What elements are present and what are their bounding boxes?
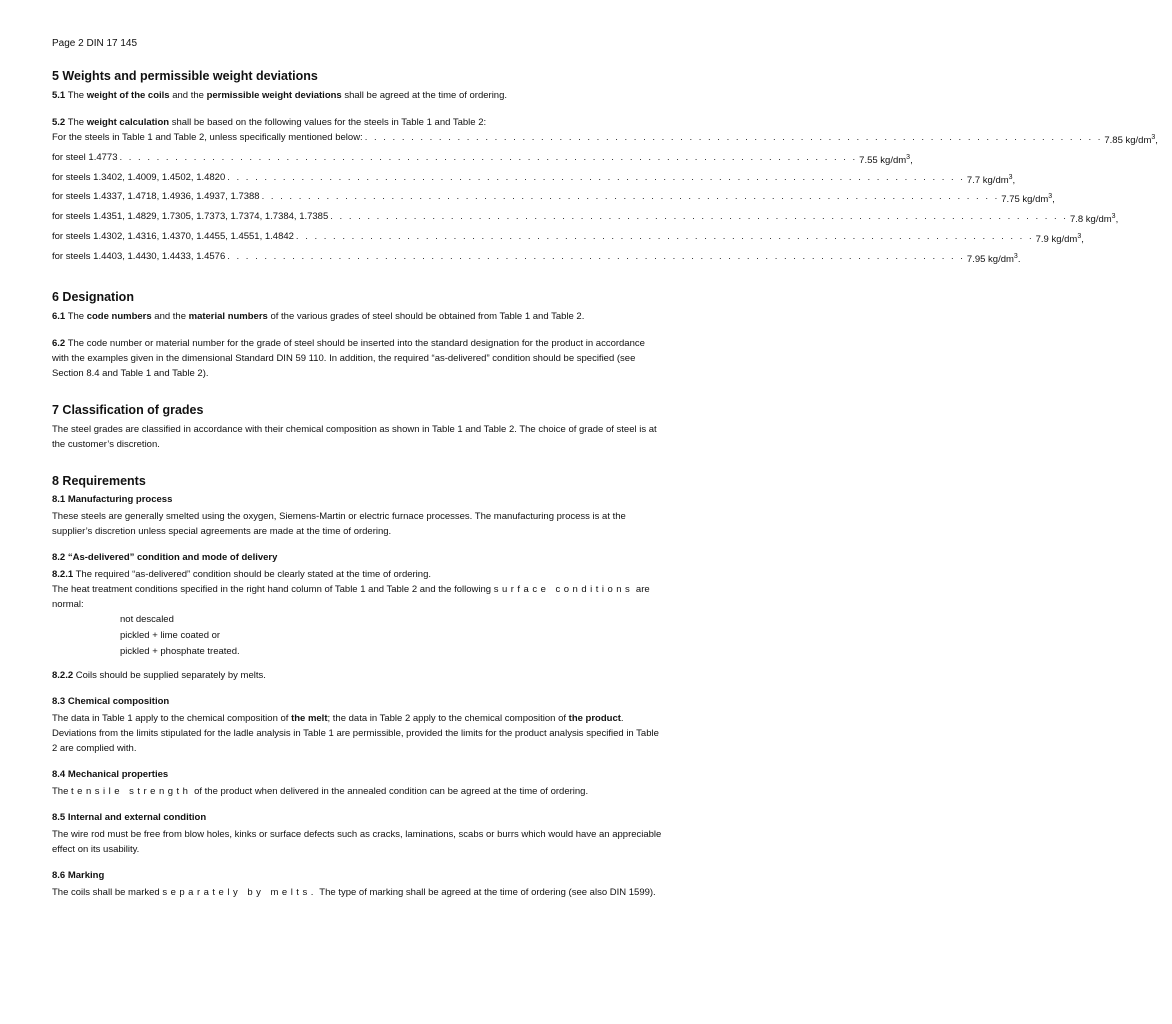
weight-row [52, 249, 1021, 269]
leader-dots: . . . . . . . . . . . . . . . . . . . . . . . . . . . . . . . . . . . . . . . . . . . . . . . . . . . . . . . . . . . . . . . . . . . . . . . . . . . . . . . . [330, 211, 1068, 222]
weight-label: for steels 1.4302, 1.4316, 1.4370, 1.4455, 1.4551, 1.4842 [52, 230, 294, 242]
weight-row [52, 189, 1055, 209]
text: shall be based on the following values for the steels in Table 1 and Table 2: [169, 117, 487, 128]
text: shall be agreed at the time of ordering. [341, 90, 508, 101]
document-page [52, 38, 1158, 900]
weight-value [1001, 189, 1069, 209]
leader-dots: . . . . . . . . . . . . . . . . . . . . . . . . . . . . . . . . . . . . . . . . . . . . . . . . . . . . . . . . . . . . . . . . . . . . . . . . . . . . . . . . [261, 191, 1000, 203]
weight-label: for steels 1.4403, 1.4430, 1.4433, 1.4576 [52, 250, 226, 262]
section-8-heading: 8 Requirements [52, 474, 146, 489]
text: and the [151, 311, 189, 323]
leader-dots: . . . . . . . . . . . . . . . . . . . . . . . . . . . . . . . . . . . . . . . . . . . . . . . . . . . . . . . . . . . . . . . . . . . . . . . . . . . . . . . . [119, 151, 858, 163]
para-number: 6.2 [52, 338, 66, 350]
punct: , [1115, 214, 1119, 226]
text: The [67, 117, 87, 128]
para-8-2-1 [52, 567, 662, 582]
text: . [620, 713, 624, 725]
weight-row [52, 170, 1016, 190]
leader-dots: . . . . . . . . . . . . . . . . . . . . . . . . . . . . . . . . . . . . . . . . . . . . . . . . . . . . . . . . . . . . . . . . . . . . . . . . . . . . . . . . [295, 230, 1034, 242]
weight-label: For the steels in Table 1 and Table 2, unless specifically mentioned below: [52, 132, 363, 143]
value-text: 7.85 kg/dm [1104, 135, 1152, 147]
weight-label: for steel 1.4773 [52, 151, 118, 163]
bold-text: weight calculation [86, 117, 170, 128]
weight-list [52, 130, 1158, 268]
value-text: 7.9 kg/dm [1035, 233, 1078, 245]
leader-dots: . . . . . . . . . . . . . . . . . . . . . . . . . . . . . . . . . . . . . . . . . . . . . . . . . . . . . . . . . . . . . . . . . . . . . . . . . . . . . . . . [227, 250, 965, 262]
para-number: 6.1 [52, 311, 66, 323]
value-text: 7.95 kg/dm [966, 253, 1014, 265]
text: The data in Table 1 apply to the chemical composition of [52, 713, 292, 725]
punct: , [1052, 194, 1055, 206]
punct: , [1081, 233, 1084, 245]
leader-dots: . . . . . . . . . . . . . . . . . . . . . . . . . . . . . . . . . . . . . . . . . . . . . . . . . . . . . . . . . . . . . . . . . . . . . . . . . . . . . . . . [364, 132, 1103, 143]
subsection-8-2-heading: 8.2 “As-delivered” condition and mode of delivery [52, 552, 278, 564]
weight-label: for steels 1.3402, 1.4009, 1.4502, 1.4820 [52, 171, 226, 183]
bold-text: permissible weight deviations [206, 90, 342, 101]
para-5-1 [52, 88, 662, 103]
subsection-8-3-heading: 8.3 Chemical composition [52, 696, 170, 708]
text: The coils shall be marked [52, 887, 163, 899]
para-8-5: The wire rod must be free from blow holes, kinks or surface defects such as cracks, laminations, scabs or burrs which would have an appreciable effect on its usability. [52, 829, 662, 856]
subsection-8-1-heading: 8.1 Manufacturing process [52, 494, 173, 506]
text: of the product when delivered in the annealed condition can be agreed at the time of ordering. [191, 786, 589, 798]
weight-value [967, 249, 1035, 269]
para-6-2 [52, 336, 662, 381]
text: The [67, 90, 87, 101]
bold-text: code numbers [86, 311, 152, 323]
text: The [52, 786, 72, 798]
para-8-4 [52, 784, 662, 799]
weight-row [52, 130, 1158, 150]
text: The code number or material number for the grade of steel should be inserted into the standard designation for the product in accordance with the examples given in the dimensional Standard DIN 59 110. In addition, the required “as-delivered” condition should be specified (see Section 8.4 and Table 1 and Table 2). [52, 338, 645, 380]
exponent: 3 [1008, 173, 1013, 181]
subsection-8-5-heading: 8.5 Internal and external condition [52, 812, 207, 824]
subsection-8-6-heading: 8.6 Marking [52, 870, 105, 882]
weight-value [1070, 209, 1138, 229]
para-8-2-1-cont [52, 582, 662, 612]
weight-value [967, 170, 1035, 190]
weight-value [1036, 229, 1104, 249]
condition-item: pickled + lime coated or [120, 630, 221, 642]
spaced-text: tensile strength [71, 786, 192, 798]
text: ; the data in Table 2 apply to the chemical composition of [327, 713, 569, 725]
text: The type of marking shall be agreed at the time of ordering (see also DIN 1599). [316, 887, 656, 899]
para-number: 5.1 [52, 90, 66, 101]
exponent: 3 [1151, 134, 1156, 141]
para-5-2 [52, 115, 662, 130]
para-number: 8.2.2 [52, 670, 74, 682]
para-8-1: These steels are generally smelted using the oxygen, Siemens-Martin or electric furnace processes. The manufacturing process is at the supplier’s discretion unless special agreements are made at the time of ordering. [52, 511, 626, 538]
text: Coils should be supplied separately by melts. [75, 670, 266, 682]
punct: , [910, 154, 913, 166]
text: of the various grades of steel should be obtained from Table 1 and Table 2. [267, 311, 585, 323]
condition-list [52, 612, 662, 660]
weight-row [52, 229, 1084, 249]
para-number: 8.2.1 [52, 569, 74, 581]
para-8-6 [52, 885, 662, 900]
bold-text: the product [568, 713, 621, 725]
bold-text: material numbers [188, 311, 268, 323]
para-8-3 [52, 711, 662, 726]
value-text: 7.7 kg/dm [966, 174, 1009, 186]
weight-value [859, 150, 927, 170]
para-8-2-2 [52, 668, 662, 683]
punct: , [1012, 174, 1016, 186]
text: are normal: [52, 584, 650, 611]
condition-item: pickled + phosphate treated. [120, 646, 240, 658]
para-6-1 [52, 309, 662, 324]
value-text: 7.8 kg/dm [1069, 214, 1112, 226]
bold-text: the melt [291, 713, 328, 725]
section-5-heading: 5 Weights and permissible weight deviations [52, 69, 318, 83]
section-7-heading: 7 Classification of grades [52, 403, 204, 418]
weight-row [52, 150, 913, 170]
text: The heat treatment conditions specified in the right hand column of Table 1 and Table 2 and the following [52, 584, 494, 596]
page-header: Page 2 DIN 17 145 [52, 38, 138, 49]
punct: . [1017, 253, 1021, 265]
text: The [67, 311, 87, 323]
bold-text: weight of the coils [86, 90, 170, 101]
exponent: 3 [1048, 193, 1053, 201]
leader-dots: . . . . . . . . . . . . . . . . . . . . . . . . . . . . . . . . . . . . . . . . . . . . . . . . . . . . . . . . . . . . . . . . . . . . . . . . . . . . . . . . [227, 171, 965, 183]
para-7: The steel grades are classified in accordance with their chemical composition as shown in Table 1 and Table 2. The choice of grade of steel is at the customer’s discretion. [52, 424, 657, 451]
weight-value [1104, 130, 1172, 150]
section-6-heading: 6 Designation [52, 290, 134, 305]
text: The required “as-delivered” condition should be clearly stated at the time of ordering. [75, 569, 431, 581]
weight-label: for steels 1.4351, 1.4829, 1.7305, 1.7373, 1.7374, 1.7384, 1.7385 [52, 211, 329, 222]
weight-label: for steels 1.4337, 1.4718, 1.4936, 1.4937, 1.7388 [52, 191, 260, 203]
spaced-text: separately by melts. [162, 887, 317, 899]
spaced-text: surface conditions [493, 584, 634, 596]
punct: , [1155, 135, 1158, 147]
exponent: 3 [906, 153, 911, 161]
value-text: 7.75 kg/dm [1001, 194, 1049, 206]
para-8-3-cont: Deviations from the limits stipulated for the ladle analysis in Table 1 are permissible, provided the limits for the product analysis specified in Table 2 are complied with. [52, 728, 659, 755]
para-number: 5.2 [52, 117, 66, 128]
exponent: 3 [1013, 252, 1018, 260]
condition-item: not descaled [120, 614, 174, 626]
subsection-8-4-heading: 8.4 Mechanical properties [52, 769, 169, 781]
exponent: 3 [1077, 232, 1082, 240]
value-text: 7.55 kg/dm [859, 154, 907, 166]
text: and the [169, 90, 207, 101]
weight-row [52, 209, 1119, 229]
exponent: 3 [1111, 213, 1116, 220]
